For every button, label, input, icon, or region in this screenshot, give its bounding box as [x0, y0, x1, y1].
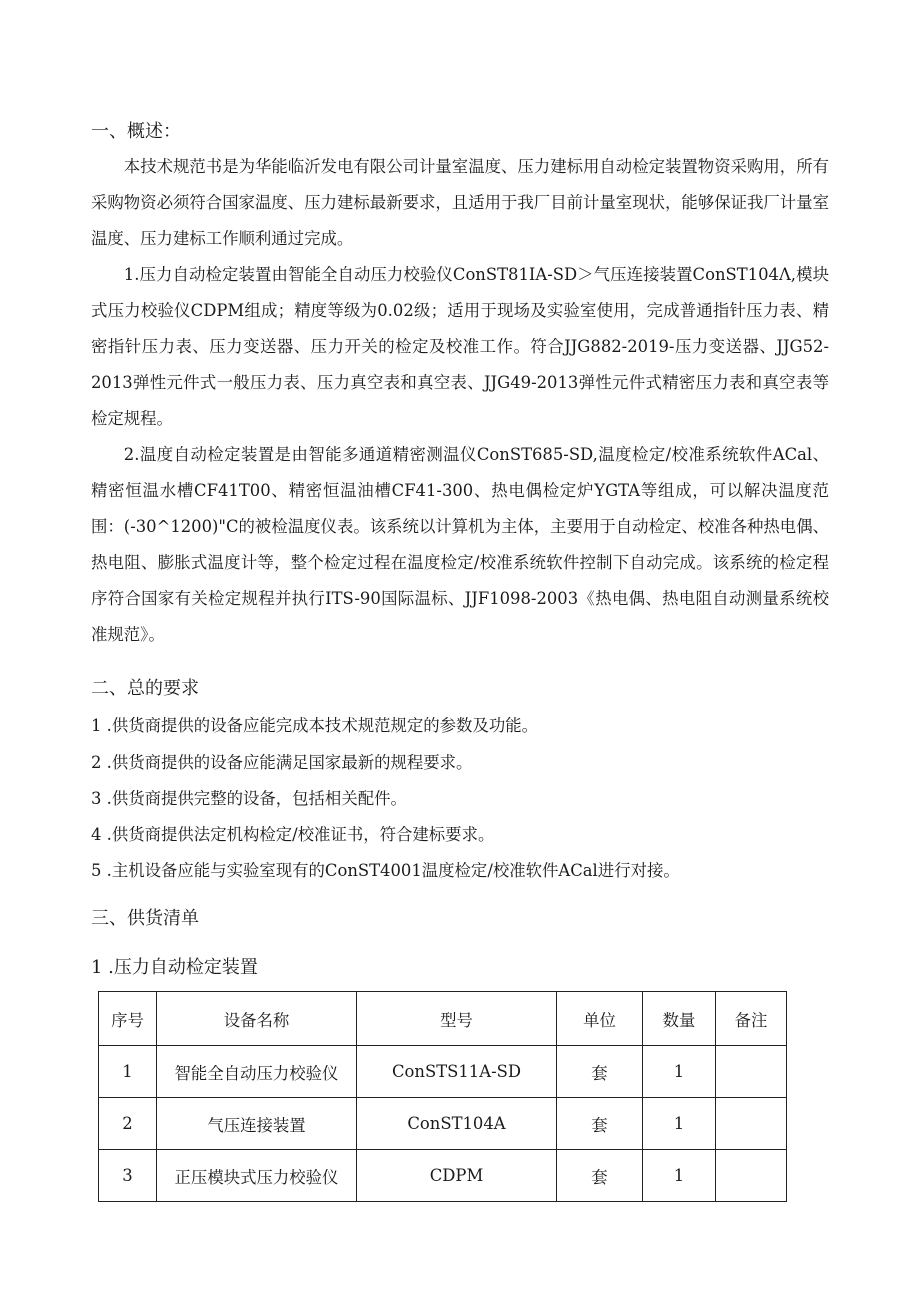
cell-remarks — [716, 1098, 787, 1150]
cell-remarks — [716, 1046, 787, 1098]
table-header-row — [99, 992, 787, 1046]
table-row — [99, 1098, 787, 1150]
cell-quantity: 1 — [643, 1150, 716, 1202]
cell-model: ConSTS11A-SD — [357, 1046, 557, 1098]
section-1-heading: 一、概述： — [91, 121, 181, 142]
cell-device-name: 智能全自动压力校验仪 — [157, 1046, 357, 1098]
cell-remarks — [716, 1150, 787, 1202]
section-2-heading: 二、总的要求 — [91, 678, 199, 699]
header-model: 型号 — [357, 992, 557, 1046]
supply-list-table — [98, 991, 787, 1202]
cell-device-name: 正压模块式压力校验仪 — [157, 1150, 357, 1202]
cell-index: 2 — [99, 1098, 157, 1150]
cell-unit: 套 — [557, 1150, 643, 1202]
overview-paragraph: 本技术规范书是为华能临沂发电有限公司计量室温度、压力建标用自动检定装置物资采购用，所有采购物资必须符合国家温度、压力建标最新要求，且适用于我厂目前计量室现状，能够保证我厂计量室温度、压力建标工作顺利通过完成。 — [91, 157, 829, 248]
table-row — [99, 1046, 787, 1098]
cell-unit: 套 — [557, 1046, 643, 1098]
header-remarks: 备注 — [716, 992, 787, 1046]
requirement-item-1: 1 .供货商提供的设备应能完成本技术规范规定的参数及功能。 — [91, 716, 539, 735]
cell-quantity: 1 — [643, 1098, 716, 1150]
header-unit: 单位 — [557, 992, 643, 1046]
cell-device-name: 气压连接装置 — [157, 1098, 357, 1150]
cell-quantity: 1 — [643, 1046, 716, 1098]
cell-unit: 套 — [557, 1098, 643, 1150]
header-device-name: 设备名称 — [157, 992, 357, 1046]
supply-list-subheading: 1 .压力自动检定装置 — [91, 957, 258, 978]
requirement-item-3: 3 .供货商提供完整的设备，包括相关配件。 — [91, 789, 407, 808]
cell-index: 1 — [99, 1046, 157, 1098]
pressure-device-paragraph: 1.压力自动检定装置由智能全自动压力校验仪ConST81IA-SD＞气压连接装置ConST104Λ,模块式压力校验仪CDPM组成；精度等级为0.02级；适用于现场及实验室使用，完成普通指针压力表、精密指针压力表、压力变送器、压力开关的检定及校准工作。符合JJG882-2019-压力变送器、JJG52-2013弹性元件式一般压力表、压力真空表和真空表、JJG49-2013弹性元件式精密压力表和真空表等检定规程。 — [91, 265, 829, 428]
section-3-heading: 三、供货清单 — [91, 908, 199, 929]
requirement-item-4: 4 .供货商提供法定机构检定/校准证书，符合建标要求。 — [91, 825, 495, 844]
requirement-item-2: 2 .供货商提供的设备应能满足国家最新的规程要求。 — [91, 753, 473, 772]
header-quantity: 数量 — [643, 992, 716, 1046]
temperature-device-paragraph: 2.温度自动检定装置是由智能多通道精密测温仪ConST685-SD,温度检定/校准系统软件ACal、精密恒温水槽CF41T00、精密恒温油槽CF41-300、热电偶检定炉YGTA等组成，可以解决温度范围：(-30^1200)"C的被检温度仪表。该系统以计算机为主体，主要用于自动检定、校准各种热电偶、热电阻、膨胀式温度计等，整个检定过程在温度检定/校准系统软件控制下自动完成。该系统的检定程序符合国家有关检定规程并执行ITS-90国际温标、JJF1098-2003《热电偶、热电阻自动测量系统校准规范》。 — [91, 445, 829, 644]
table-row — [99, 1150, 787, 1202]
cell-model: CDPM — [357, 1150, 557, 1202]
requirement-item-5: 5 .主机设备应能与实验室现有的ConST4001温度检定/校准软件ACal进行对接。 — [91, 861, 680, 880]
header-index: 序号 — [99, 992, 157, 1046]
cell-index: 3 — [99, 1150, 157, 1202]
cell-model: ConST104A — [357, 1098, 557, 1150]
